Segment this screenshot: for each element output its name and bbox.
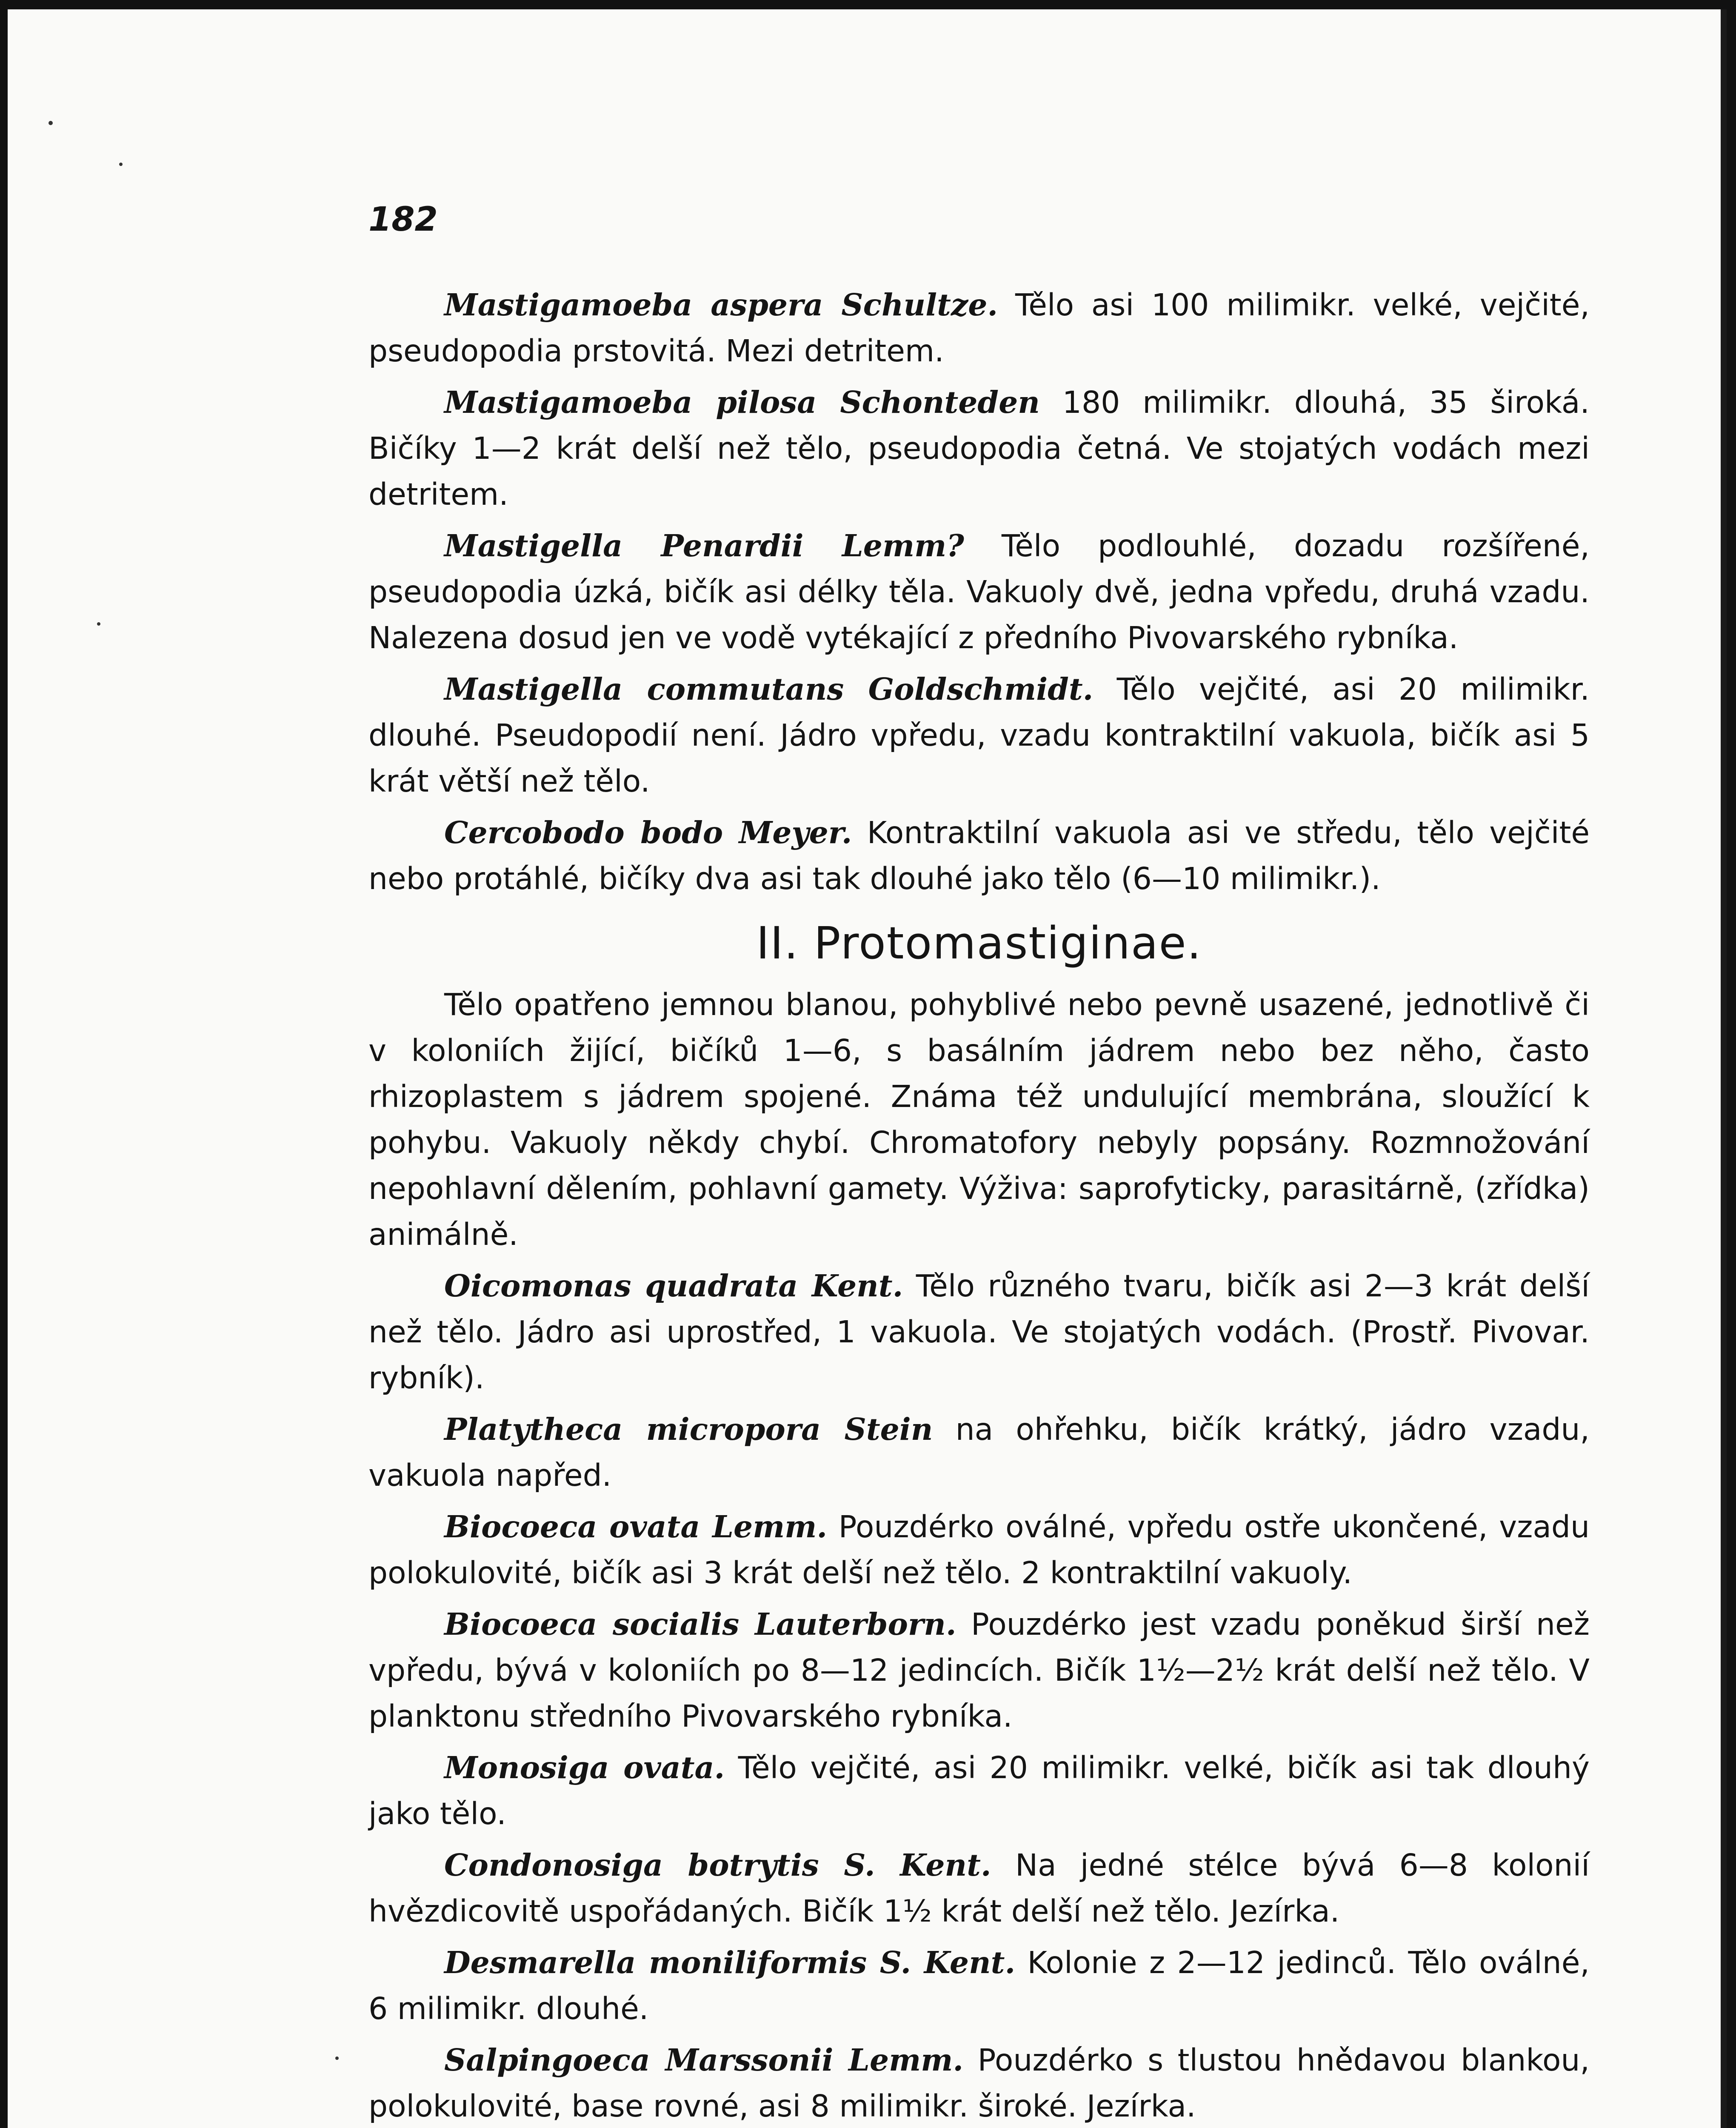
species-description: Kolonie z 2—12 jedinců. Tělo oválné, 6 milimikr. dlouhé. bbox=[368, 1945, 1590, 2026]
section-intro: Tělo opatřeno jemnou blanou, pohyblivé nebo pevně usazené, jednotlivě či v koloniích žijící, bičíků 1—6, s basálním jádrem nebo bez něho, často rhizoplastem s jádrem spojené. Známa též undulující membrána, sloužící k pohybu. Vakuoly někdy chybí. Chromatofory nebyly popsány. Rozmnožování nepohlavní dělením, pohlavní gamety. Výživa: saprofyticky, parasitárně, (zřídka) animálně. bbox=[368, 987, 1590, 1252]
content bbox=[368, 282, 1590, 2128]
species-name: Monosiga ovata. bbox=[444, 1750, 725, 1785]
species-name: Mastigamoeba pilosa Schonteden bbox=[444, 384, 1040, 420]
species-description: Kontraktilní vakuola asi ve středu, tělo vejčité nebo protáhlé, bičíky dva asi tak dlouhé jako tělo (6—10 milimikr.). bbox=[368, 815, 1590, 896]
entry-paragraph bbox=[368, 809, 1590, 902]
species-description: Tělo vejčité, asi 20 milimikr. dlouhé. Pseudopodií není. Jádro vpředu, vzadu kontraktilní vakuola, bičík asi 5 krát větší než tělo. bbox=[368, 672, 1590, 799]
species-name: Platytheca micropora Stein bbox=[444, 1411, 933, 1447]
species-name: Salpingoeca Marssonii Lemm. bbox=[444, 2042, 964, 2078]
species-description: Tělo vejčité, asi 20 milimikr. velké, bičík asi tak dlouhý jako tělo. bbox=[368, 1750, 1590, 1831]
entry-paragraph bbox=[368, 666, 1590, 804]
species-name: Mastigella Penardii Lemm? bbox=[444, 528, 964, 563]
entry-paragraph bbox=[368, 1406, 1590, 1499]
species-description: 180 milimikr. dlouhá, 35 široká. Bičíky 1—2 krát delší než tělo, pseudopodia četná. Ve stojatých vodách mezi detritem. bbox=[368, 385, 1590, 512]
species-description: Pouzdérko s tlustou hnědavou blankou, polokulovité, base rovné, asi 8 milimikr. široké. Jezírka. bbox=[368, 2042, 1590, 2124]
entry-paragraph bbox=[368, 2037, 1590, 2128]
species-description: Pouzdérko jest vzadu poněkud širší než vpředu, bývá v koloniích po 8—12 jedincích. Bičík 1½—2½ krát delší než tělo. V planktonu středního Pivovarského rybníka. bbox=[368, 1607, 1590, 1734]
speck bbox=[97, 622, 100, 626]
page-number: 182 bbox=[368, 200, 438, 239]
species-name: Cercobodo bodo Meyer. bbox=[444, 815, 852, 850]
species-name: Biocoeca ovata Lemm. bbox=[444, 1509, 828, 1545]
species-name: Desmarella moniliformis S. Kent. bbox=[444, 1945, 1016, 1980]
species-description: na ohřehku, bičík krátký, jádro vzadu, vakuola napřed. bbox=[368, 1412, 1590, 1493]
speck bbox=[49, 121, 53, 125]
entry-paragraph bbox=[368, 1939, 1590, 2032]
section-heading: II. Protomastiginae. bbox=[756, 917, 1202, 969]
entry-paragraph bbox=[368, 1263, 1590, 1401]
species-description: Tělo asi 100 milimikr. velké, vejčité, pseudopodia prstovitá. Mezi detritem. bbox=[368, 287, 1590, 369]
species-description: Pouzdérko oválné, vpředu ostře ukončené, vzadu polokulovité, bičík asi 3 krát delší než tělo. 2 kontraktilní vakuoly. bbox=[368, 1509, 1590, 1590]
species-name: Oicomonas quadrata Kent. bbox=[444, 1268, 903, 1304]
entry-paragraph bbox=[368, 1601, 1590, 1739]
speck bbox=[335, 2056, 339, 2060]
species-name: Condonosiga botrytis S. Kent. bbox=[444, 1847, 991, 1883]
scanned-page bbox=[8, 9, 1727, 2128]
species-name: Biocoeca socialis Lauterborn. bbox=[444, 1606, 957, 1642]
speck bbox=[119, 163, 123, 166]
species-name: Mastigamoeba aspera Schultze. bbox=[444, 287, 998, 323]
right-edge-shadow bbox=[1721, 9, 1727, 2128]
species-description: Tělo podlouhlé, dozadu rozšířené, pseudopodia úzká, bičík asi délky těla. Vakuoly dvě, jedna vpředu, druhá vzadu. Nalezena dosud jen ve vodě vytékající z předního Pivovarského rybníka. bbox=[368, 528, 1590, 655]
species-description: Na jedné stélce bývá 6—8 kolonií hvězdicovitě uspořádaných. Bičík 1½ krát delší než tělo. Jezírka. bbox=[368, 1848, 1590, 1929]
entry-paragraph bbox=[368, 282, 1590, 374]
species-description: Tělo různého tvaru, bičík asi 2—3 krát delší než tělo. Jádro asi uprostřed, 1 vakuola. Ve stojatých vodách. (Prostř. Pivovar. rybník). bbox=[368, 1268, 1590, 1396]
entry-paragraph bbox=[368, 1504, 1590, 1596]
entry-paragraph bbox=[368, 1745, 1590, 1837]
entry-paragraph bbox=[368, 1842, 1590, 1934]
entry-paragraph bbox=[368, 523, 1590, 661]
entry-paragraph bbox=[368, 379, 1590, 518]
species-name: Mastigella commutans Goldschmidt. bbox=[444, 671, 1094, 707]
